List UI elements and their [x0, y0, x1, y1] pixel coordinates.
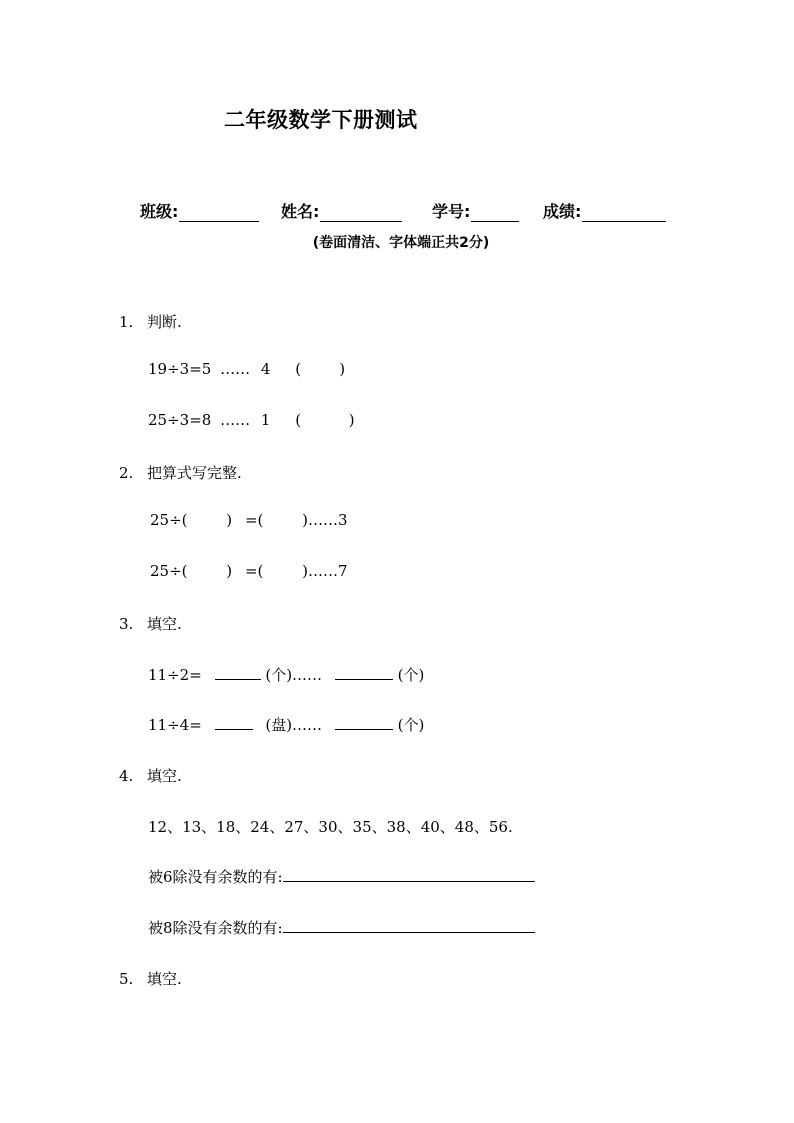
question-2 — [119, 462, 242, 483]
judge-item-1 — [148, 360, 345, 378]
question-number: 5. — [119, 970, 134, 988]
student-info-row — [0, 199, 794, 225]
neatness-note: (卷面清洁、字体端正共2分) — [312, 235, 490, 251]
unit-1: (个)…… — [265, 666, 323, 684]
divisor-close: ) — [226, 562, 233, 580]
fill-item-2 — [148, 714, 424, 735]
remainder: 4 — [260, 360, 271, 378]
score-field — [543, 199, 666, 222]
number-sequence: 12、13、18、24、27、30、35、38、40、48、56. — [148, 818, 513, 836]
class-blank[interactable] — [179, 204, 259, 222]
quotient-blank[interactable] — [215, 666, 261, 680]
remainder-part: )……7 — [302, 562, 348, 580]
answer-parens[interactable]: ( ) — [295, 360, 346, 378]
quotient-blank[interactable] — [215, 716, 253, 730]
id-blank[interactable] — [471, 204, 519, 222]
question-title: 填空. — [147, 970, 182, 988]
question-5 — [119, 968, 182, 989]
question-number: 3. — [119, 615, 134, 633]
answer-blank[interactable] — [283, 868, 535, 882]
remainder: 1 — [260, 411, 271, 429]
divisor-close: ) — [226, 511, 233, 529]
judge-item-2 — [148, 411, 355, 429]
expression: 11÷4= — [148, 716, 202, 734]
question-number: 1. — [119, 313, 134, 331]
answer-parens[interactable]: ( ) — [295, 411, 355, 429]
class-label: 班级: — [140, 202, 179, 221]
dividend-part: 25÷( — [150, 562, 188, 580]
quotient-open: =( — [244, 511, 264, 529]
answer-blank[interactable] — [283, 919, 535, 933]
item-label: 被6除没有余数的有: — [148, 868, 283, 886]
id-label: 学号: — [432, 202, 471, 221]
question-number: 2. — [119, 464, 134, 482]
score-blank[interactable] — [582, 204, 666, 222]
ellipsis: …… — [220, 360, 251, 378]
complete-item-1 — [150, 511, 348, 529]
divisible-by-6-item — [148, 866, 535, 887]
item-label: 被8除没有余数的有: — [148, 919, 283, 937]
name-blank[interactable] — [320, 204, 402, 222]
expression: 25÷3=8 — [148, 411, 212, 429]
fill-item-1 — [148, 664, 424, 685]
question-title: 判断. — [147, 313, 182, 331]
remainder-blank[interactable] — [335, 666, 393, 680]
id-field — [432, 199, 519, 222]
question-title: 填空. — [147, 767, 182, 785]
quotient-open: =( — [244, 562, 264, 580]
ellipsis: …… — [220, 411, 251, 429]
expression: 11÷2= — [148, 666, 202, 684]
question-number: 4. — [119, 767, 134, 785]
question-4 — [119, 765, 182, 786]
name-label: 姓名: — [281, 202, 320, 221]
question-title: 填空. — [147, 615, 182, 633]
unit-2: (个) — [397, 716, 425, 734]
expression: 19÷3=5 — [148, 360, 212, 378]
page-title: 二年级数学下册测试 — [224, 108, 418, 132]
divisible-by-8-item — [148, 917, 535, 938]
unit-2: (个) — [397, 666, 425, 684]
question-1 — [119, 311, 182, 332]
class-field — [140, 199, 259, 222]
score-label: 成绩: — [543, 202, 582, 221]
unit-1: (盘)…… — [265, 716, 323, 734]
dividend-part: 25÷( — [150, 511, 188, 529]
complete-item-2 — [150, 562, 348, 580]
question-3 — [119, 613, 182, 634]
remainder-blank[interactable] — [335, 716, 393, 730]
remainder-part: )……3 — [302, 511, 348, 529]
question-title: 把算式写完整. — [147, 464, 242, 482]
name-field — [281, 199, 402, 222]
